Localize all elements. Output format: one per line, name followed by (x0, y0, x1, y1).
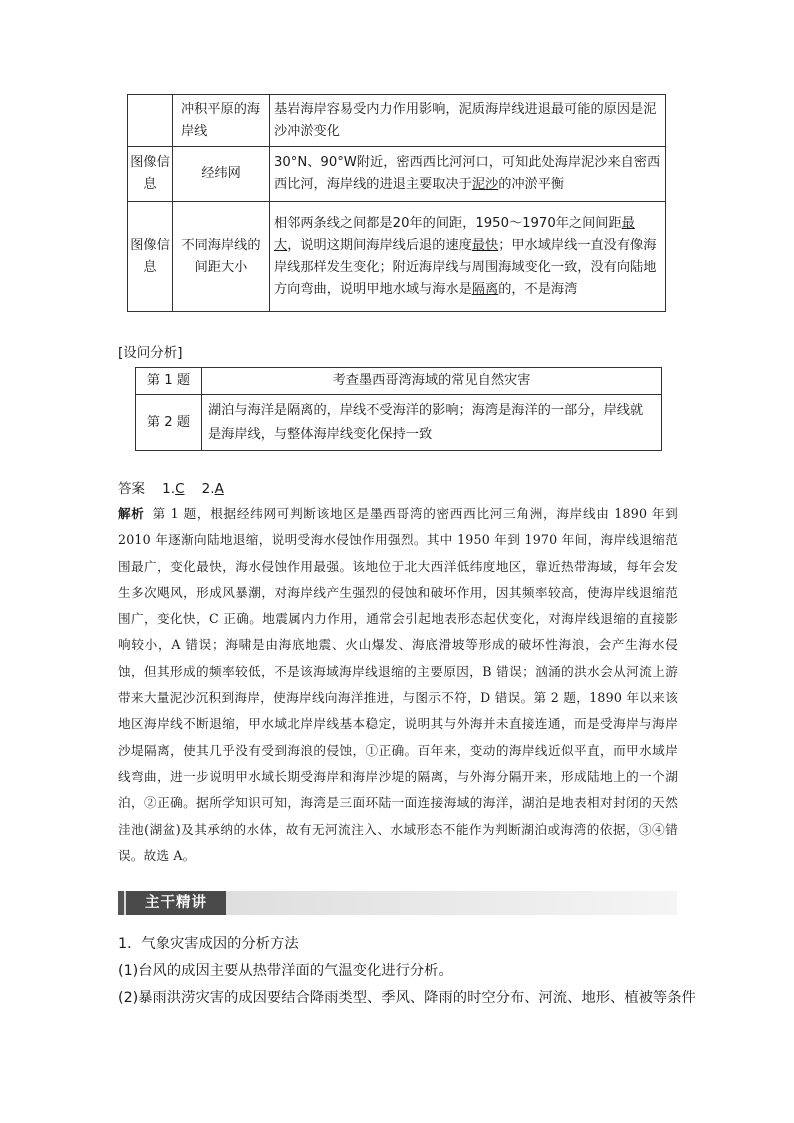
table-row (128, 95, 666, 147)
answer-q1-value: C (175, 481, 185, 497)
table-cell-detail (270, 147, 666, 202)
cell-text: ，说明这期间海岸线后退的速度 (287, 237, 472, 253)
table-cell-detail (270, 95, 666, 147)
cell-text: 相邻两条线之间都是20年的间距，1950～1970年之间间距 (274, 215, 622, 231)
analysis-table-1 (127, 94, 666, 312)
answer-line (118, 477, 224, 497)
banner-accent-bar (118, 891, 124, 915)
underlined-text: 泥沙 (471, 177, 499, 192)
table-cell-detail (270, 202, 666, 312)
table-row (136, 368, 662, 395)
answer-q2-value: A (214, 481, 224, 497)
section-label: [设问分析] (118, 345, 183, 361)
body-text-line: (1)台风的成因主要从热带洋面的气温变化进行分析。 (118, 963, 453, 979)
answer-q2-number: 2. (201, 481, 215, 497)
cell-text: 的冲淤平衡 (498, 177, 565, 192)
underlined-text: 最快 (471, 237, 499, 253)
underlined-text: 隔离 (471, 281, 499, 297)
underlined-text: 最大 (274, 215, 635, 253)
question-description: 湖泊与海洋是隔离的，岸线不受海洋的影响；海湾是海洋的一部分，岸线就是海岸线，与整体海岸线变化保持一致 (202, 395, 662, 451)
cell-text: 的，不是海湾 (498, 281, 578, 297)
table-row (128, 147, 666, 202)
cell-text: 30°N、90°W附近，密西西比河河口，可知此处海岸泥沙来自密西西比河，海岸线的进退主要取决于 (274, 155, 661, 192)
cell-text: ；甲水域岸线一直没有像海岸线那样发生变化；附近海岸线与周围海域变化一致，没有向陆地方向弯曲，说明甲地水域与海水是 (274, 237, 657, 297)
question-analysis-table (135, 367, 662, 451)
table-row (136, 395, 662, 451)
table-cell-category: 图像信息 (128, 147, 173, 202)
body-text-line: (2)暴雨洪涝灾害的成因要结合降雨类型、季风、降雨的时空分布、河流、地形、植被等条件 (118, 990, 696, 1006)
analysis-label: 解析 (118, 506, 145, 521)
table-cell-category: 图像信息 (128, 202, 173, 312)
analysis-text: 第 1 题，根据经纬网可判断该地区是墨西哥湾的密西西比河三角洲，海岸线由 1890 年到 2010 年逐渐向陆地退缩，说明受海水侵蚀作用强烈。其中 1950 年到 1970 年间，海岸线退缩范围最广，变化最快，海水侵蚀作用最强。该地位于北大西洋低纬度地区，靠近热带海域，每年会发生多次飓风，形成风暴潮，对海岸线产生强烈的侵蚀和破坏作用，因其频率较高，使海岸线退缩范围广，变化快，C 正确。地震属内力作用，通常会引起地表形态起伏变化，对海岸线退缩的直接影响较小，A 错误；海啸是由海底地震、火山爆发、海底滑坡等形成的破坏性海浪，会产生海水侵蚀，但其形成的频率较低，不是该海域海岸线退缩的主要原因，B 错误；汹涌的洪水会从河流上游带来大量泥沙沉积到海岸，使海岸线向海洋推进，与图示不符，D 错误。第 2 题，1890 年以来该地区海岸线不断退缩，甲水域北岸岸线基本稳定，说明其与外海并未直接连通，而是受海岸与海岸沙堤隔离，使其几乎没有受到海浪的侵蚀，①正确。百年来，变动的海岸线近似平直，而甲水域岸线弯曲，进一步说明甲水域长期受海岸和海岸沙堤的隔离，与外海分隔开来，形成陆地上的一个湖泊，②正确。据所学知识可知，海湾是三面环陆一面连接海域的海洋，湖泊是地表相对封闭的天然洼池(湖盆)及其承纳的水体，故有无河流注入、水域形态不能作为判断湖泊或海湾的依据，③④错误。故选 A。 (118, 506, 678, 863)
analysis-paragraph (118, 501, 678, 869)
cell-text: 基岩海岸容易受内力作用影响，泥质海岸线进退最可能的原因是泥沙冲淤变化 (274, 101, 657, 139)
section-banner (118, 891, 677, 915)
table-cell-subject: 经纬网 (173, 147, 270, 202)
answer-label: 答案 (118, 481, 145, 497)
question-description: 考查墨西哥湾海域的常见自然灾害 (202, 368, 662, 395)
question-number: 第 1 题 (136, 368, 202, 395)
question-number: 第 2 题 (136, 395, 202, 451)
table-cell-subject: 冲积平原的海岸线 (173, 95, 270, 147)
answer-q1-number: 1. (162, 481, 176, 497)
table-cell-subject: 不同海岸线的间距大小 (173, 202, 270, 312)
banner-title: 主干精讲 (126, 891, 226, 915)
table-cell-category (128, 95, 173, 147)
body-heading: 1．气象灾害成因的分析方法 (118, 936, 299, 952)
table-row (128, 202, 666, 312)
